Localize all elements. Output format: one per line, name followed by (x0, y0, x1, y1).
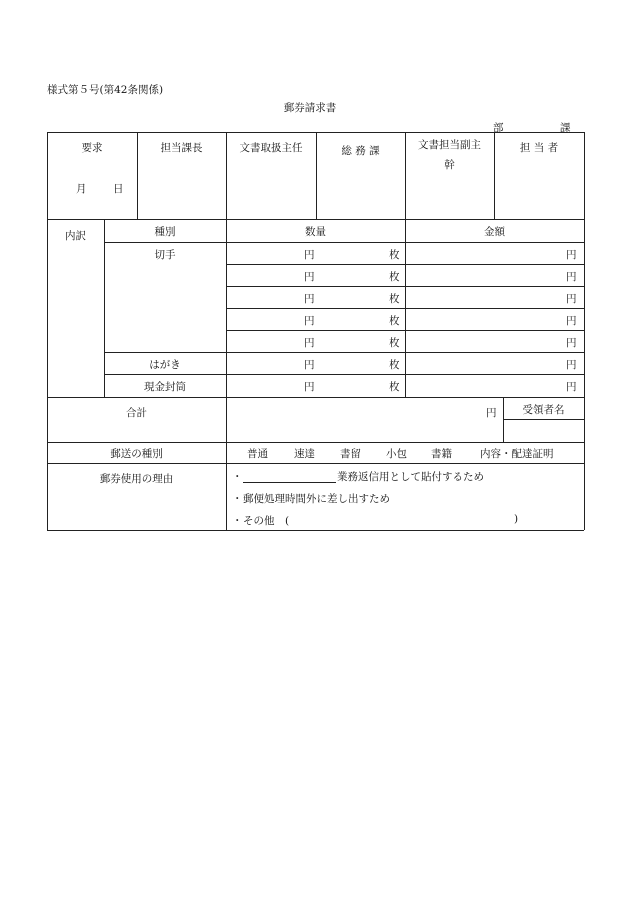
total-yen-unit: 円 (486, 407, 497, 419)
shipping-option-normal: 普通 (247, 448, 268, 460)
quantity-col-header: 数量 (305, 226, 326, 238)
reason-bullet: ・ (232, 471, 243, 483)
amount-yen-unit: 円 (566, 315, 577, 327)
section-label: 課 (560, 122, 571, 134)
shipping-option-certified: 内容・配達証明 (480, 448, 554, 460)
reason-other-suffix: ) (514, 513, 519, 525)
reason-return-postage: 業務返信用として貼付するため (337, 471, 484, 483)
reason-label: 郵券使用の理由 (99, 473, 174, 485)
amount-yen-unit: 円 (566, 271, 577, 283)
amount-yen-unit: 円 (566, 337, 577, 349)
qty-yen-unit: 円 (304, 249, 315, 261)
total-label: 合計 (126, 407, 147, 419)
doc-handler-label: 文書取扱主任 (239, 142, 303, 154)
cash-envelope-label: 現金封筒 (144, 381, 186, 393)
person-in-charge-label: 担 当 者 (519, 142, 559, 154)
amount-yen-unit: 円 (566, 249, 577, 261)
qty-sheet-unit: 枚 (389, 271, 400, 283)
recipient-name-label: 受領者名 (522, 404, 565, 416)
reason-blank-line (243, 482, 336, 483)
request-day-label: 日 (113, 183, 124, 195)
shipping-option-books: 書籍 (431, 448, 452, 460)
breakdown-label: 内訳 (65, 230, 86, 242)
requester-label: 要求 (81, 142, 103, 154)
qty-sheet-unit: 枚 (389, 249, 400, 261)
request-month-label: 月 (76, 183, 87, 195)
reason-bullet: ・ (232, 515, 243, 527)
dept-label: 部 (493, 122, 504, 134)
shipping-type-label: 郵送の種別 (110, 448, 163, 460)
qty-sheet-unit: 枚 (389, 337, 400, 349)
qty-yen-unit: 円 (304, 359, 315, 371)
qty-sheet-unit: 枚 (389, 293, 400, 305)
qty-yen-unit: 円 (304, 381, 315, 393)
reason-other-prefix: その他 ( (243, 515, 290, 527)
shipping-option-express: 速達 (294, 448, 315, 460)
form-title: 郵券請求書 (283, 102, 337, 114)
qty-yen-unit: 円 (304, 271, 315, 283)
stamp-label: 切手 (154, 249, 176, 261)
reason-bullet: ・ (232, 493, 243, 505)
amount-yen-unit: 円 (566, 293, 577, 305)
qty-sheet-unit: 枚 (389, 315, 400, 327)
qty-sheet-unit: 枚 (389, 359, 400, 371)
manager-label: 担当課長 (160, 142, 203, 154)
postcard-label: はがき (149, 359, 181, 371)
doc-deputy-label: 文書担当副主 幹 (418, 139, 481, 171)
form-number: 様式第５号(第42条関係) (47, 84, 164, 96)
qty-yen-unit: 円 (304, 293, 315, 305)
qty-yen-unit: 円 (304, 315, 315, 327)
shipping-option-registered: 書留 (340, 448, 361, 460)
qty-sheet-unit: 枚 (389, 381, 400, 393)
reason-after-hours: 郵便処理時間外に差し出すため (243, 493, 390, 505)
qty-yen-unit: 円 (304, 337, 315, 349)
amount-yen-unit: 円 (566, 381, 577, 393)
amount-yen-unit: 円 (566, 359, 577, 371)
shipping-option-parcel: 小包 (386, 448, 407, 460)
amount-col-header: 金額 (484, 226, 505, 238)
type-col-header: 種別 (154, 226, 176, 238)
general-affairs-label: 総 務 課 (341, 145, 380, 157)
